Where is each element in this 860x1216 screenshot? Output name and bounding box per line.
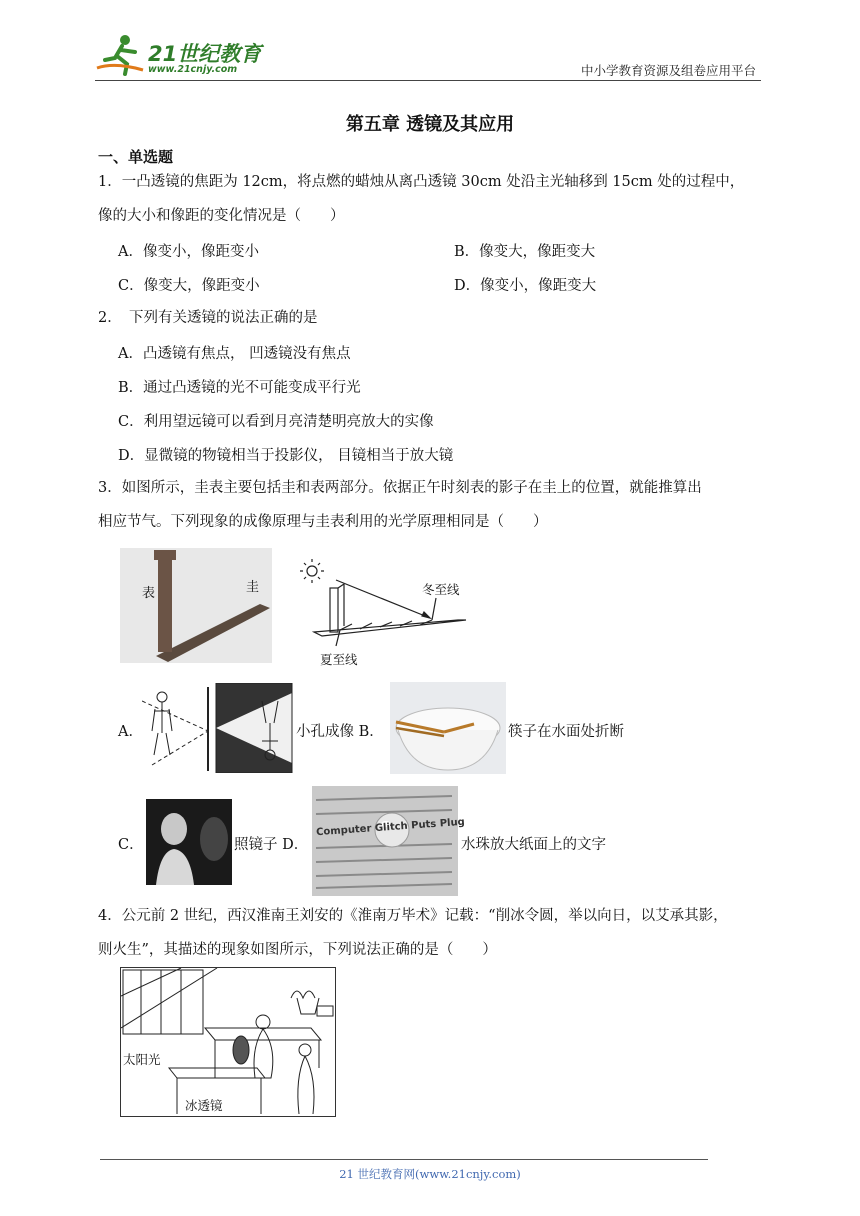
q2-option-c: C．利用望远镜可以看到月亮清楚明亮放大的实像 (118, 414, 434, 430)
label-gui: 圭 (246, 580, 260, 595)
q2-stem: 2． 下列有关透镜的说法正确的是 (98, 310, 318, 326)
q2-option-b: B．通过凸透镜的光不可能变成平行光 (118, 380, 361, 396)
runner-logo-icon (95, 32, 155, 78)
pinhole-image (142, 683, 294, 773)
waterdrop-image (312, 786, 466, 896)
footer-link[interactable]: 21 世纪教育网(www.21cnjy.com) (339, 1167, 521, 1181)
q3-option-b-text: 筷子在水面处折断 (508, 724, 624, 740)
q3-option-c-text: 照镜子 D． (234, 837, 309, 853)
guibiao-photo (120, 548, 272, 663)
q1-line2: 像的大小和像距的变化情况是（ ） (98, 208, 345, 224)
q1-line1: 1．一凸透镜的焦距为 12cm，将点燃的蜡烛从离凸透镜 30cm 处沿主光轴移到 15cm 处的过程中， (98, 174, 745, 190)
q1-option-b: B．像变大，像距变大 (454, 244, 596, 260)
ice-lens-illustration (120, 967, 336, 1117)
label-ice-lens: 冰透镜 (185, 1098, 223, 1113)
page-title: 第五章 透镜及其应用 (345, 114, 515, 135)
chopsticks-image (390, 682, 506, 774)
logo-url: www.21cnjy.com (148, 64, 238, 75)
label-xiazhi: 夏至线 (320, 652, 358, 667)
label-dongzhi: 冬至线 (422, 582, 460, 597)
q3-line2: 相应节气。下列现象的成像原理与圭表利用的光学原理相同是（ ） (98, 514, 548, 530)
q4-line2: 则火生”，其描述的现象如图所示，下列说法正确的是（ ） (98, 942, 497, 958)
platform-name: 中小学教育资源及组卷应用平台 (580, 63, 756, 78)
q3-line1: 3．如图所示，圭表主要包括圭和表两部分。依据正午时刻表的影子在圭上的位置，就能推算出 (98, 480, 702, 496)
label-biao: 表 (142, 586, 156, 601)
q4-line1: 4．公元前 2 世纪，西汉淮南王刘安的《淮南万毕术》记载：“削冰令圆，举以向日，以艾承其影， (98, 908, 728, 924)
logo-text: 21世纪教育 (148, 42, 262, 66)
q1-option-a: A．像变小，像距变小 (118, 244, 259, 260)
label-sunlight: 太阳光 (123, 1052, 161, 1067)
q3-option-d-text: 水珠放大纸面上的文字 (461, 837, 606, 853)
q1-option-d: D．像变小，像距变大 (454, 278, 597, 294)
q2-option-a: A．凸透镜有焦点， 凹透镜没有焦点 (118, 346, 351, 362)
q3-option-a-text: 小孔成像 B． (296, 724, 384, 740)
q2-option-d: D．显微镜的物镜相当于投影仪， 目镜相当于放大镜 (118, 448, 454, 464)
q1-option-c: C．像变大，像距变小 (118, 278, 260, 294)
footer-divider (100, 1159, 708, 1160)
newspaper-headline: Computer Glitch Puts Plug (315, 816, 466, 839)
mirror-image (146, 799, 232, 885)
header-divider (95, 80, 761, 81)
guibiao-diagram (296, 558, 472, 668)
q3-option-c-prefix: C． (118, 837, 144, 853)
section-heading: 一、单选题 (98, 148, 174, 166)
q3-option-a-prefix: A． (118, 724, 143, 740)
